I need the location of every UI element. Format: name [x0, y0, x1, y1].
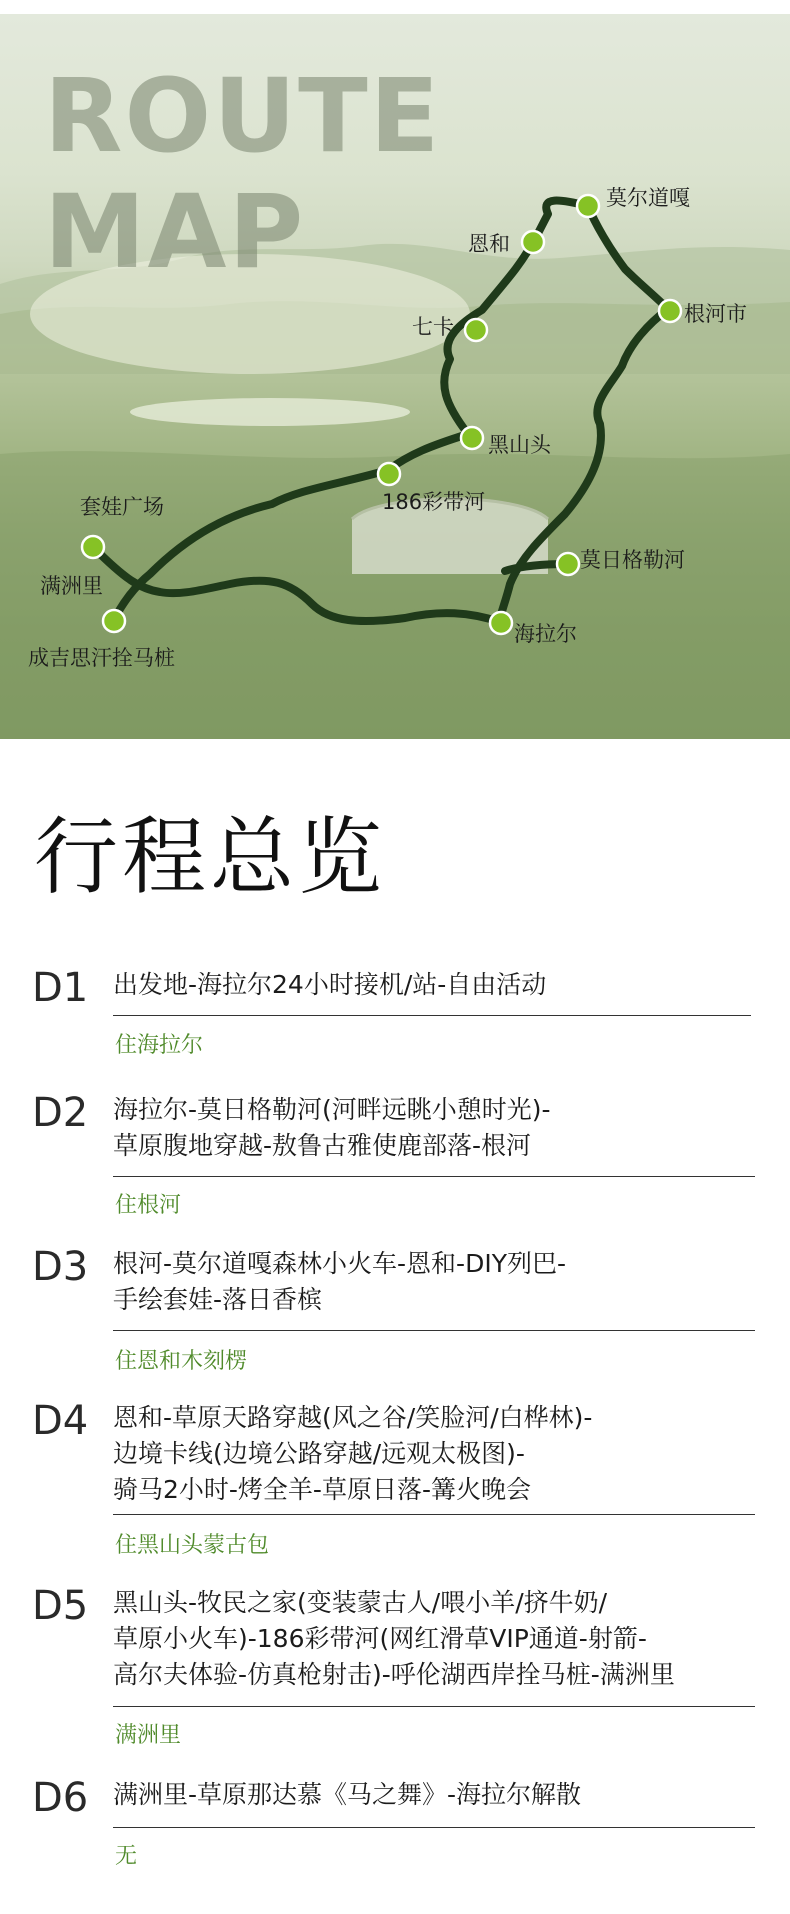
day-label: D3 [32, 1244, 89, 1290]
node-taowa [82, 536, 104, 558]
node-genhe [659, 300, 681, 322]
divider [113, 1827, 755, 1828]
day-label: D6 [32, 1775, 89, 1821]
node-qika [465, 319, 487, 341]
stay-info: 住黑山头蒙古包 [115, 1533, 270, 1558]
day-line: 出发地-海拉尔24小时接机/站-自由活动 [113, 970, 547, 999]
day-description [113, 1246, 566, 1318]
node-moerdaoga [577, 195, 599, 217]
day-description [113, 1585, 675, 1693]
day-label: D5 [32, 1583, 89, 1629]
stay-info: 住恩和木刻楞 [115, 1349, 248, 1374]
itinerary-title: 行程总览 [34, 808, 387, 906]
place-taowa: 套娃广场 [80, 495, 164, 519]
day-line: 恩和-草原天路穿越(风之谷/笑脸河/白桦林)- [113, 1403, 593, 1432]
day-description [113, 1777, 581, 1813]
day-line: 手绘套娃-落日香槟 [113, 1285, 323, 1314]
divider [113, 1706, 755, 1707]
place-enhe: 恩和 [468, 232, 510, 256]
day-line: 边境卡线(边境公路穿越/远观太极图)- [113, 1439, 525, 1468]
stay-info: 住根河 [115, 1193, 182, 1218]
node-enhe [522, 231, 544, 253]
day-label: D1 [32, 965, 89, 1011]
route-map-title-line2: MAP [44, 173, 306, 292]
node-caidaihe [378, 463, 400, 485]
place-qika: 七卡 [412, 315, 454, 339]
route-map-hero [0, 14, 790, 739]
divider [113, 1330, 755, 1331]
day-label: D2 [32, 1090, 89, 1136]
divider [113, 1514, 755, 1515]
place-hailaer: 海拉尔 [514, 622, 577, 646]
day-description [113, 967, 546, 1003]
node-heishantou [461, 427, 483, 449]
divider [113, 1015, 751, 1016]
stay-info: 无 [115, 1844, 138, 1869]
day-line: 黑山头-牧民之家(变装蒙古人/喂小羊/挤牛奶/ [113, 1588, 608, 1617]
day-description [113, 1092, 551, 1164]
day-line: 草原小火车)-186彩带河(网红滑草VIP通道-射箭- [113, 1624, 647, 1653]
stay-info: 满洲里 [115, 1723, 182, 1748]
place-manzhouli: 满洲里 [40, 574, 103, 598]
day-label: D4 [32, 1398, 89, 1444]
day-line: 满洲里-草原那达慕《马之舞》-海拉尔解散 [113, 1780, 582, 1809]
day-line: 高尔夫体验-仿真枪射击)-呼伦湖西岸拴马桩-满洲里 [113, 1660, 675, 1689]
place-caidaihe: 186彩带河 [382, 490, 486, 514]
place-genhe: 根河市 [684, 302, 747, 326]
place-chengjisihan: 成吉思汗拴马桩 [28, 646, 175, 670]
place-moerdaoga: 莫尔道嘎 [606, 186, 690, 210]
day-line: 根河-莫尔道嘎森林小火车-恩和-DIY列巴- [113, 1249, 566, 1278]
day-description [113, 1400, 592, 1508]
day-line: 草原腹地穿越-敖鲁古雅使鹿部落-根河 [113, 1131, 532, 1160]
node-chengjisihan [103, 610, 125, 632]
node-morigele [557, 553, 579, 575]
node-hailaer [490, 612, 512, 634]
route-map-title-line1: ROUTE [44, 57, 442, 176]
day-line: 海拉尔-莫日格勒河(河畔远眺小憩时光)- [113, 1095, 551, 1124]
day-line: 骑马2小时-烤全羊-草原日落-篝火晚会 [113, 1475, 531, 1504]
stay-info: 住海拉尔 [115, 1033, 204, 1058]
place-heishantou: 黑山头 [488, 433, 551, 457]
divider [113, 1176, 755, 1177]
place-morigele: 莫日格勒河 [580, 548, 685, 572]
